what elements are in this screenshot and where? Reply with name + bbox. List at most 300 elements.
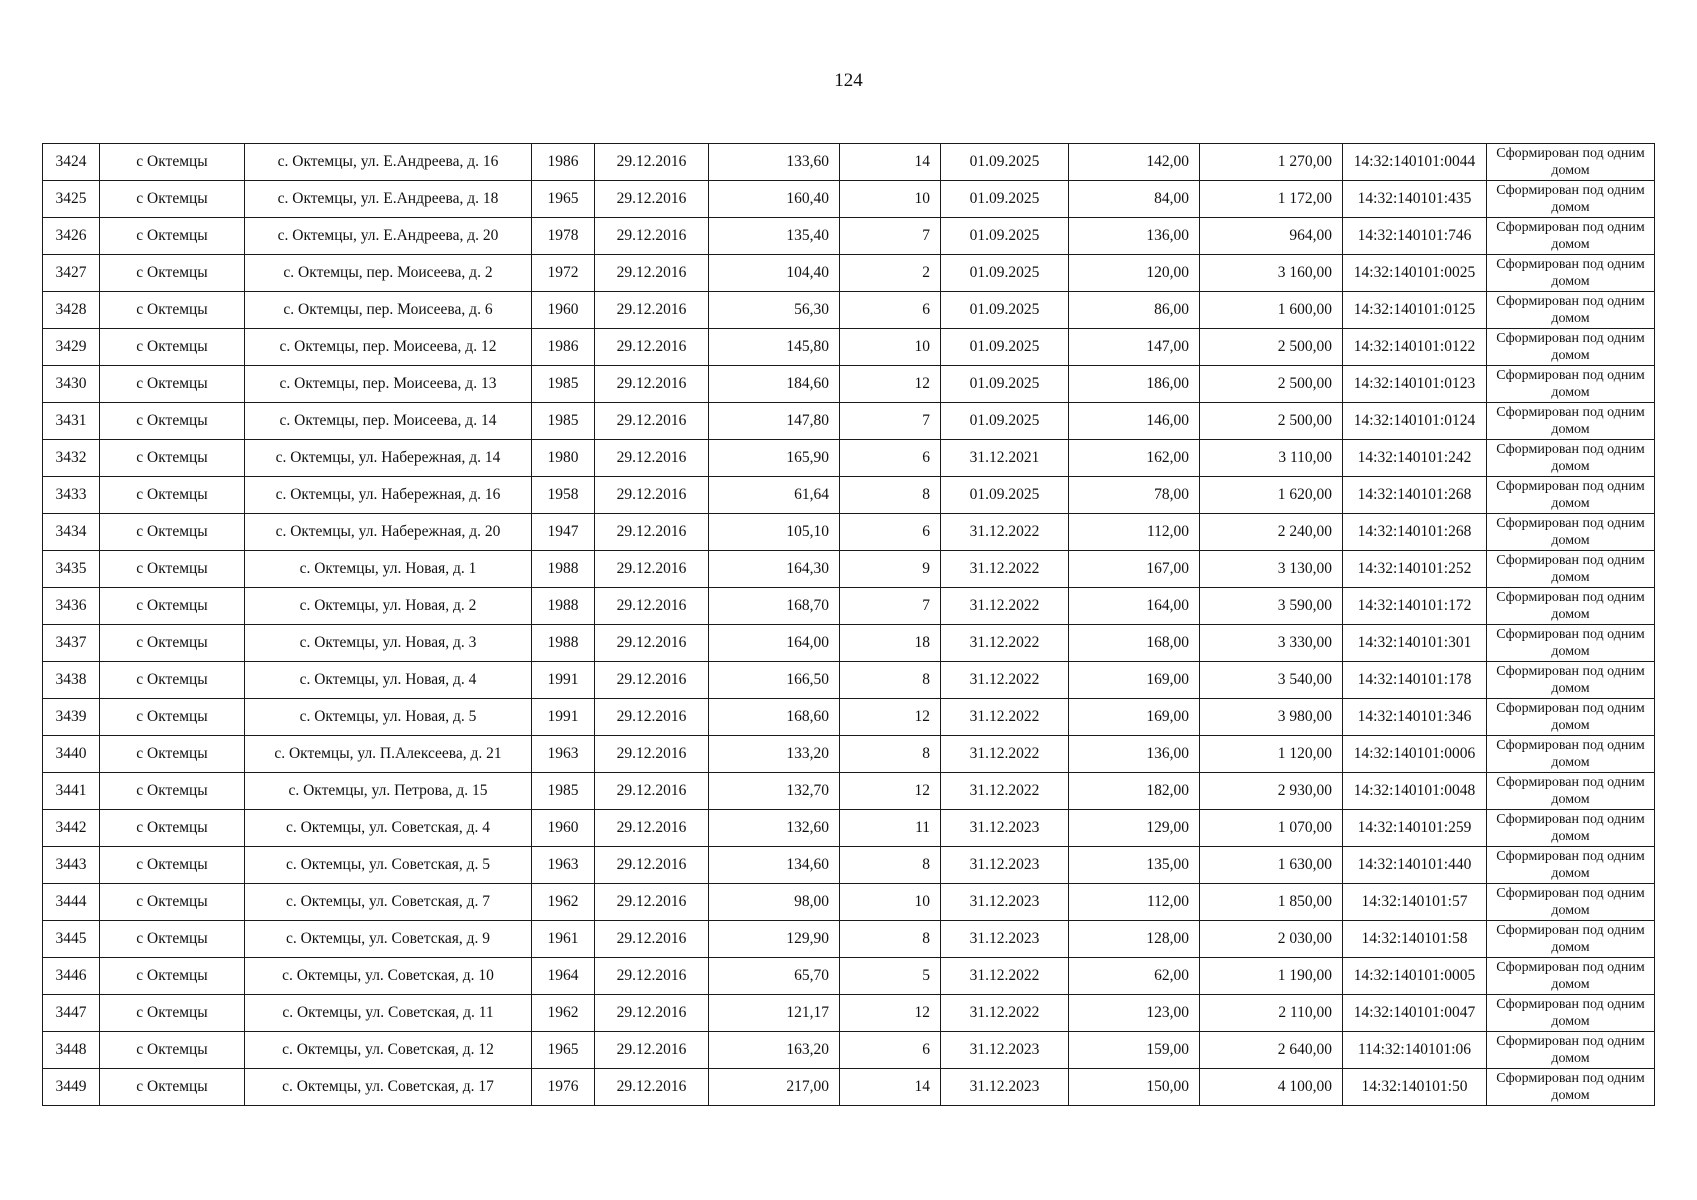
cell-address: с. Октемцы, ул. Новая, д. 1 bbox=[245, 551, 532, 588]
cell-residents: 18 bbox=[840, 625, 941, 662]
cell-deadline: 31.12.2022 bbox=[941, 995, 1069, 1032]
cell-date: 29.12.2016 bbox=[595, 477, 709, 514]
table-row bbox=[43, 1032, 1655, 1069]
cell-settlement: с Октемцы bbox=[100, 514, 245, 551]
cell-residents: 8 bbox=[840, 921, 941, 958]
cell-settlement: с Октемцы bbox=[100, 440, 245, 477]
cell-address: с. Октемцы, ул. Е.Андреева, д. 16 bbox=[245, 144, 532, 181]
cell-cost: 1 190,00 bbox=[1200, 958, 1343, 995]
cell-note: Сформирован под одним домом bbox=[1487, 255, 1655, 292]
cell-area-2: 128,00 bbox=[1069, 921, 1200, 958]
cell-deadline: 31.12.2022 bbox=[941, 625, 1069, 662]
cell-area: 134,60 bbox=[709, 847, 840, 884]
cell-settlement: с Октемцы bbox=[100, 921, 245, 958]
cell-area: 61,64 bbox=[709, 477, 840, 514]
cell-year-built: 1961 bbox=[532, 921, 595, 958]
table-row bbox=[43, 921, 1655, 958]
cell-area-2: 169,00 bbox=[1069, 662, 1200, 699]
cell-settlement: с Октемцы bbox=[100, 477, 245, 514]
cell-note: Сформирован под одним домом bbox=[1487, 1032, 1655, 1069]
cell-cadastral-number: 14:32:140101:346 bbox=[1343, 699, 1487, 736]
cell-area: 56,30 bbox=[709, 292, 840, 329]
cell-cadastral-number: 14:32:140101:172 bbox=[1343, 588, 1487, 625]
cell-area: 121,17 bbox=[709, 995, 840, 1032]
cell-residents: 8 bbox=[840, 736, 941, 773]
cell-cost: 1 850,00 bbox=[1200, 884, 1343, 921]
cell-cadastral-number: 14:32:140101:50 bbox=[1343, 1069, 1487, 1106]
cell-id: 3437 bbox=[43, 625, 100, 662]
cell-residents: 7 bbox=[840, 218, 941, 255]
cell-cadastral-number: 14:32:140101:0123 bbox=[1343, 366, 1487, 403]
cell-address: с. Октемцы, ул. Советская, д. 7 bbox=[245, 884, 532, 921]
cell-id: 3438 bbox=[43, 662, 100, 699]
cell-id: 3431 bbox=[43, 403, 100, 440]
cell-deadline: 31.12.2023 bbox=[941, 884, 1069, 921]
cell-address: с. Октемцы, ул. Новая, д. 4 bbox=[245, 662, 532, 699]
cell-date: 29.12.2016 bbox=[595, 588, 709, 625]
cell-year-built: 1985 bbox=[532, 403, 595, 440]
cell-id: 3447 bbox=[43, 995, 100, 1032]
cell-area-2: 84,00 bbox=[1069, 181, 1200, 218]
cell-id: 3441 bbox=[43, 773, 100, 810]
cell-area-2: 164,00 bbox=[1069, 588, 1200, 625]
cell-year-built: 1965 bbox=[532, 181, 595, 218]
cell-year-built: 1988 bbox=[532, 588, 595, 625]
cell-date: 29.12.2016 bbox=[595, 995, 709, 1032]
cell-cadastral-number: 14:32:140101:0048 bbox=[1343, 773, 1487, 810]
cell-date: 29.12.2016 bbox=[595, 736, 709, 773]
cell-note: Сформирован под одним домом bbox=[1487, 477, 1655, 514]
cell-area: 147,80 bbox=[709, 403, 840, 440]
cell-area: 133,60 bbox=[709, 144, 840, 181]
cell-area-2: 129,00 bbox=[1069, 810, 1200, 847]
table-row bbox=[43, 588, 1655, 625]
cell-id: 3432 bbox=[43, 440, 100, 477]
cell-deadline: 31.12.2022 bbox=[941, 662, 1069, 699]
cell-area-2: 62,00 bbox=[1069, 958, 1200, 995]
cell-address: с. Октемцы, ул. Советская, д. 17 bbox=[245, 1069, 532, 1106]
cell-cost: 3 110,00 bbox=[1200, 440, 1343, 477]
cell-area-2: 112,00 bbox=[1069, 514, 1200, 551]
cell-note: Сформирован под одним домом bbox=[1487, 551, 1655, 588]
cell-residents: 6 bbox=[840, 514, 941, 551]
cell-area-2: 159,00 bbox=[1069, 1032, 1200, 1069]
cell-year-built: 1962 bbox=[532, 995, 595, 1032]
cell-settlement: с Октемцы bbox=[100, 329, 245, 366]
cell-note: Сформирован под одним домом bbox=[1487, 403, 1655, 440]
cell-note: Сформирован под одним домом bbox=[1487, 736, 1655, 773]
table-row bbox=[43, 736, 1655, 773]
cell-cost: 2 640,00 bbox=[1200, 1032, 1343, 1069]
cell-deadline: 01.09.2025 bbox=[941, 329, 1069, 366]
cell-residents: 9 bbox=[840, 551, 941, 588]
cell-area-2: 142,00 bbox=[1069, 144, 1200, 181]
cell-cost: 2 240,00 bbox=[1200, 514, 1343, 551]
cell-note: Сформирован под одним домом bbox=[1487, 773, 1655, 810]
cell-address: с. Октемцы, ул. Советская, д. 12 bbox=[245, 1032, 532, 1069]
cell-date: 29.12.2016 bbox=[595, 255, 709, 292]
cell-id: 3429 bbox=[43, 329, 100, 366]
cell-area: 105,10 bbox=[709, 514, 840, 551]
cell-note: Сформирован под одним домом bbox=[1487, 810, 1655, 847]
cell-settlement: с Октемцы bbox=[100, 773, 245, 810]
cell-id: 3445 bbox=[43, 921, 100, 958]
cell-id: 3448 bbox=[43, 1032, 100, 1069]
cell-settlement: с Октемцы bbox=[100, 292, 245, 329]
cell-note: Сформирован под одним домом bbox=[1487, 921, 1655, 958]
cell-settlement: с Октемцы bbox=[100, 588, 245, 625]
cell-year-built: 1988 bbox=[532, 551, 595, 588]
table-row bbox=[43, 625, 1655, 662]
cell-date: 29.12.2016 bbox=[595, 847, 709, 884]
cell-id: 3442 bbox=[43, 810, 100, 847]
cell-residents: 14 bbox=[840, 1069, 941, 1106]
cell-area-2: 146,00 bbox=[1069, 403, 1200, 440]
cell-id: 3428 bbox=[43, 292, 100, 329]
cell-area-2: 147,00 bbox=[1069, 329, 1200, 366]
cell-date: 29.12.2016 bbox=[595, 921, 709, 958]
table-row bbox=[43, 292, 1655, 329]
table-row bbox=[43, 1069, 1655, 1106]
cell-deadline: 31.12.2022 bbox=[941, 736, 1069, 773]
cell-residents: 6 bbox=[840, 1032, 941, 1069]
cell-id: 3440 bbox=[43, 736, 100, 773]
cell-id: 3426 bbox=[43, 218, 100, 255]
cell-deadline: 01.09.2025 bbox=[941, 255, 1069, 292]
cell-cost: 2 110,00 bbox=[1200, 995, 1343, 1032]
table-row bbox=[43, 847, 1655, 884]
cell-id: 3436 bbox=[43, 588, 100, 625]
cell-address: с. Октемцы, ул. Новая, д. 5 bbox=[245, 699, 532, 736]
cell-year-built: 1980 bbox=[532, 440, 595, 477]
table-row bbox=[43, 699, 1655, 736]
cell-year-built: 1958 bbox=[532, 477, 595, 514]
cell-year-built: 1976 bbox=[532, 1069, 595, 1106]
cell-id: 3449 bbox=[43, 1069, 100, 1106]
cell-note: Сформирован под одним домом bbox=[1487, 847, 1655, 884]
cell-date: 29.12.2016 bbox=[595, 773, 709, 810]
cell-year-built: 1988 bbox=[532, 625, 595, 662]
cell-settlement: с Октемцы bbox=[100, 884, 245, 921]
cell-deadline: 31.12.2023 bbox=[941, 810, 1069, 847]
cell-cadastral-number: 14:32:140101:301 bbox=[1343, 625, 1487, 662]
cell-year-built: 1991 bbox=[532, 662, 595, 699]
cell-deadline: 01.09.2025 bbox=[941, 181, 1069, 218]
cell-note: Сформирован под одним домом bbox=[1487, 884, 1655, 921]
cell-cost: 1 070,00 bbox=[1200, 810, 1343, 847]
cell-residents: 10 bbox=[840, 329, 941, 366]
cell-year-built: 1985 bbox=[532, 366, 595, 403]
cell-id: 3443 bbox=[43, 847, 100, 884]
cell-settlement: с Октемцы bbox=[100, 218, 245, 255]
cell-area: 160,40 bbox=[709, 181, 840, 218]
table-body bbox=[43, 144, 1655, 1106]
cell-residents: 12 bbox=[840, 773, 941, 810]
cell-cadastral-number: 14:32:140101:0025 bbox=[1343, 255, 1487, 292]
table-row bbox=[43, 477, 1655, 514]
cell-note: Сформирован под одним домом bbox=[1487, 440, 1655, 477]
cell-cadastral-number: 114:32:140101:06 bbox=[1343, 1032, 1487, 1069]
cell-date: 29.12.2016 bbox=[595, 292, 709, 329]
page-number: 124 bbox=[834, 70, 863, 91]
cell-cadastral-number: 14:32:140101:0125 bbox=[1343, 292, 1487, 329]
cell-area-2: 167,00 bbox=[1069, 551, 1200, 588]
cell-residents: 6 bbox=[840, 440, 941, 477]
table-row bbox=[43, 514, 1655, 551]
cell-deadline: 31.12.2023 bbox=[941, 921, 1069, 958]
cell-cost: 3 590,00 bbox=[1200, 588, 1343, 625]
cell-cost: 2 030,00 bbox=[1200, 921, 1343, 958]
cell-address: с. Октемцы, ул. Советская, д. 9 bbox=[245, 921, 532, 958]
cell-id: 3444 bbox=[43, 884, 100, 921]
cell-settlement: с Октемцы bbox=[100, 995, 245, 1032]
cell-area-2: 168,00 bbox=[1069, 625, 1200, 662]
table-row bbox=[43, 995, 1655, 1032]
cell-area: 184,60 bbox=[709, 366, 840, 403]
cell-residents: 7 bbox=[840, 588, 941, 625]
cell-address: с. Октемцы, пер. Моисеева, д. 13 bbox=[245, 366, 532, 403]
table-row bbox=[43, 403, 1655, 440]
cell-address: с. Октемцы, ул. Новая, д. 3 bbox=[245, 625, 532, 662]
cell-cadastral-number: 14:32:140101:0122 bbox=[1343, 329, 1487, 366]
cell-cadastral-number: 14:32:140101:435 bbox=[1343, 181, 1487, 218]
cell-cadastral-number: 14:32:140101:0005 bbox=[1343, 958, 1487, 995]
cell-year-built: 1965 bbox=[532, 1032, 595, 1069]
cell-year-built: 1960 bbox=[532, 810, 595, 847]
cell-settlement: с Октемцы bbox=[100, 699, 245, 736]
cell-residents: 6 bbox=[840, 292, 941, 329]
cell-residents: 10 bbox=[840, 884, 941, 921]
cell-area: 132,60 bbox=[709, 810, 840, 847]
cell-area-2: 123,00 bbox=[1069, 995, 1200, 1032]
cell-address: с. Октемцы, ул. Петрова, д. 15 bbox=[245, 773, 532, 810]
table-row bbox=[43, 218, 1655, 255]
cell-deadline: 31.12.2023 bbox=[941, 1032, 1069, 1069]
cell-deadline: 31.12.2023 bbox=[941, 847, 1069, 884]
cell-note: Сформирован под одним домом bbox=[1487, 699, 1655, 736]
cell-note: Сформирован под одним домом bbox=[1487, 329, 1655, 366]
cell-residents: 10 bbox=[840, 181, 941, 218]
cell-settlement: с Октемцы bbox=[100, 403, 245, 440]
cell-date: 29.12.2016 bbox=[595, 810, 709, 847]
cell-year-built: 1978 bbox=[532, 218, 595, 255]
cell-date: 29.12.2016 bbox=[595, 329, 709, 366]
cell-residents: 7 bbox=[840, 403, 941, 440]
cell-id: 3435 bbox=[43, 551, 100, 588]
cell-area-2: 136,00 bbox=[1069, 218, 1200, 255]
cell-year-built: 1972 bbox=[532, 255, 595, 292]
cell-deadline: 31.12.2022 bbox=[941, 588, 1069, 625]
cell-date: 29.12.2016 bbox=[595, 218, 709, 255]
cell-settlement: с Октемцы bbox=[100, 625, 245, 662]
cell-cost: 3 980,00 bbox=[1200, 699, 1343, 736]
housing-register-table bbox=[42, 143, 1655, 1106]
cell-cadastral-number: 14:32:140101:0006 bbox=[1343, 736, 1487, 773]
cell-date: 29.12.2016 bbox=[595, 144, 709, 181]
cell-id: 3433 bbox=[43, 477, 100, 514]
cell-note: Сформирован под одним домом bbox=[1487, 514, 1655, 551]
cell-cost: 2 500,00 bbox=[1200, 329, 1343, 366]
cell-cost: 1 630,00 bbox=[1200, 847, 1343, 884]
cell-cost: 3 330,00 bbox=[1200, 625, 1343, 662]
cell-settlement: с Октемцы bbox=[100, 662, 245, 699]
cell-deadline: 01.09.2025 bbox=[941, 403, 1069, 440]
cell-deadline: 01.09.2025 bbox=[941, 144, 1069, 181]
cell-deadline: 31.12.2021 bbox=[941, 440, 1069, 477]
cell-settlement: с Октемцы bbox=[100, 810, 245, 847]
table-row bbox=[43, 810, 1655, 847]
cell-address: с. Октемцы, ул. Е.Андреева, д. 20 bbox=[245, 218, 532, 255]
table-row bbox=[43, 181, 1655, 218]
cell-area: 164,00 bbox=[709, 625, 840, 662]
cell-date: 29.12.2016 bbox=[595, 551, 709, 588]
cell-area-2: 86,00 bbox=[1069, 292, 1200, 329]
cell-address: с. Октемцы, ул. П.Алексеева, д. 21 bbox=[245, 736, 532, 773]
cell-cost: 3 130,00 bbox=[1200, 551, 1343, 588]
cell-date: 29.12.2016 bbox=[595, 958, 709, 995]
cell-year-built: 1986 bbox=[532, 329, 595, 366]
cell-cadastral-number: 14:32:140101:268 bbox=[1343, 514, 1487, 551]
cell-area-2: 78,00 bbox=[1069, 477, 1200, 514]
cell-residents: 14 bbox=[840, 144, 941, 181]
cell-cadastral-number: 14:32:140101:178 bbox=[1343, 662, 1487, 699]
cell-residents: 11 bbox=[840, 810, 941, 847]
cell-note: Сформирован под одним домом bbox=[1487, 292, 1655, 329]
cell-area-2: 135,00 bbox=[1069, 847, 1200, 884]
cell-cadastral-number: 14:32:140101:242 bbox=[1343, 440, 1487, 477]
cell-note: Сформирован под одним домом bbox=[1487, 218, 1655, 255]
table-row bbox=[43, 329, 1655, 366]
cell-cadastral-number: 14:32:140101:58 bbox=[1343, 921, 1487, 958]
cell-area: 168,70 bbox=[709, 588, 840, 625]
cell-area-2: 136,00 bbox=[1069, 736, 1200, 773]
cell-note: Сформирован под одним домом bbox=[1487, 625, 1655, 662]
cell-year-built: 1964 bbox=[532, 958, 595, 995]
cell-settlement: с Октемцы bbox=[100, 366, 245, 403]
cell-cost: 2 930,00 bbox=[1200, 773, 1343, 810]
cell-note: Сформирован под одним домом bbox=[1487, 995, 1655, 1032]
cell-address: с. Октемцы, ул. Советская, д. 11 bbox=[245, 995, 532, 1032]
cell-deadline: 01.09.2025 bbox=[941, 292, 1069, 329]
table-row bbox=[43, 551, 1655, 588]
cell-address: с. Октемцы, ул. Новая, д. 2 bbox=[245, 588, 532, 625]
cell-id: 3424 bbox=[43, 144, 100, 181]
table-row bbox=[43, 773, 1655, 810]
cell-area-2: 112,00 bbox=[1069, 884, 1200, 921]
cell-date: 29.12.2016 bbox=[595, 403, 709, 440]
cell-address: с. Октемцы, пер. Моисеева, д. 2 bbox=[245, 255, 532, 292]
cell-note: Сформирован под одним домом bbox=[1487, 662, 1655, 699]
cell-year-built: 1963 bbox=[532, 847, 595, 884]
cell-settlement: с Октемцы bbox=[100, 255, 245, 292]
cell-area: 168,60 bbox=[709, 699, 840, 736]
cell-note: Сформирован под одним домом bbox=[1487, 144, 1655, 181]
cell-residents: 5 bbox=[840, 958, 941, 995]
cell-area: 145,80 bbox=[709, 329, 840, 366]
cell-deadline: 01.09.2025 bbox=[941, 218, 1069, 255]
table-row bbox=[43, 144, 1655, 181]
cell-area: 104,40 bbox=[709, 255, 840, 292]
cell-id: 3427 bbox=[43, 255, 100, 292]
cell-cost: 2 500,00 bbox=[1200, 366, 1343, 403]
cell-cost: 1 270,00 bbox=[1200, 144, 1343, 181]
cell-residents: 12 bbox=[840, 995, 941, 1032]
cell-cadastral-number: 14:32:140101:57 bbox=[1343, 884, 1487, 921]
cell-cost: 964,00 bbox=[1200, 218, 1343, 255]
cell-address: с. Октемцы, ул. Е.Андреева, д. 18 bbox=[245, 181, 532, 218]
cell-residents: 12 bbox=[840, 699, 941, 736]
cell-area: 133,20 bbox=[709, 736, 840, 773]
cell-residents: 12 bbox=[840, 366, 941, 403]
cell-date: 29.12.2016 bbox=[595, 1032, 709, 1069]
cell-address: с. Октемцы, ул. Набережная, д. 14 bbox=[245, 440, 532, 477]
cell-year-built: 1947 bbox=[532, 514, 595, 551]
cell-date: 29.12.2016 bbox=[595, 699, 709, 736]
cell-year-built: 1962 bbox=[532, 884, 595, 921]
cell-date: 29.12.2016 bbox=[595, 625, 709, 662]
cell-settlement: с Октемцы bbox=[100, 1069, 245, 1106]
cell-deadline: 01.09.2025 bbox=[941, 366, 1069, 403]
cell-id: 3425 bbox=[43, 181, 100, 218]
cell-id: 3434 bbox=[43, 514, 100, 551]
cell-year-built: 1960 bbox=[532, 292, 595, 329]
cell-year-built: 1986 bbox=[532, 144, 595, 181]
cell-cadastral-number: 14:32:140101:440 bbox=[1343, 847, 1487, 884]
cell-deadline: 31.12.2022 bbox=[941, 551, 1069, 588]
cell-area: 65,70 bbox=[709, 958, 840, 995]
cell-cadastral-number: 14:32:140101:0047 bbox=[1343, 995, 1487, 1032]
cell-id: 3439 bbox=[43, 699, 100, 736]
table-row bbox=[43, 884, 1655, 921]
cell-date: 29.12.2016 bbox=[595, 1069, 709, 1106]
cell-residents: 2 bbox=[840, 255, 941, 292]
cell-cost: 4 100,00 bbox=[1200, 1069, 1343, 1106]
cell-residents: 8 bbox=[840, 477, 941, 514]
cell-cost: 2 500,00 bbox=[1200, 403, 1343, 440]
cell-settlement: с Октемцы bbox=[100, 1032, 245, 1069]
cell-deadline: 31.12.2022 bbox=[941, 773, 1069, 810]
cell-cost: 1 620,00 bbox=[1200, 477, 1343, 514]
cell-area: 129,90 bbox=[709, 921, 840, 958]
cell-year-built: 1991 bbox=[532, 699, 595, 736]
cell-area: 164,30 bbox=[709, 551, 840, 588]
cell-date: 29.12.2016 bbox=[595, 181, 709, 218]
cell-cost: 1 120,00 bbox=[1200, 736, 1343, 773]
cell-settlement: с Октемцы bbox=[100, 144, 245, 181]
cell-residents: 8 bbox=[840, 662, 941, 699]
cell-deadline: 31.12.2022 bbox=[941, 958, 1069, 995]
cell-area-2: 150,00 bbox=[1069, 1069, 1200, 1106]
table-row bbox=[43, 255, 1655, 292]
cell-area-2: 182,00 bbox=[1069, 773, 1200, 810]
cell-area: 98,00 bbox=[709, 884, 840, 921]
cell-settlement: с Октемцы bbox=[100, 551, 245, 588]
cell-note: Сформирован под одним домом bbox=[1487, 1069, 1655, 1106]
cell-cadastral-number: 14:32:140101:268 bbox=[1343, 477, 1487, 514]
cell-cadastral-number: 14:32:140101:259 bbox=[1343, 810, 1487, 847]
cell-area-2: 186,00 bbox=[1069, 366, 1200, 403]
cell-area-2: 120,00 bbox=[1069, 255, 1200, 292]
cell-settlement: с Октемцы bbox=[100, 847, 245, 884]
table-row bbox=[43, 440, 1655, 477]
cell-cost: 1 172,00 bbox=[1200, 181, 1343, 218]
cell-note: Сформирован под одним домом bbox=[1487, 181, 1655, 218]
cell-date: 29.12.2016 bbox=[595, 440, 709, 477]
cell-deadline: 31.12.2022 bbox=[941, 699, 1069, 736]
cell-cadastral-number: 14:32:140101:252 bbox=[1343, 551, 1487, 588]
cell-area: 217,00 bbox=[709, 1069, 840, 1106]
cell-address: с. Октемцы, пер. Моисеева, д. 6 bbox=[245, 292, 532, 329]
